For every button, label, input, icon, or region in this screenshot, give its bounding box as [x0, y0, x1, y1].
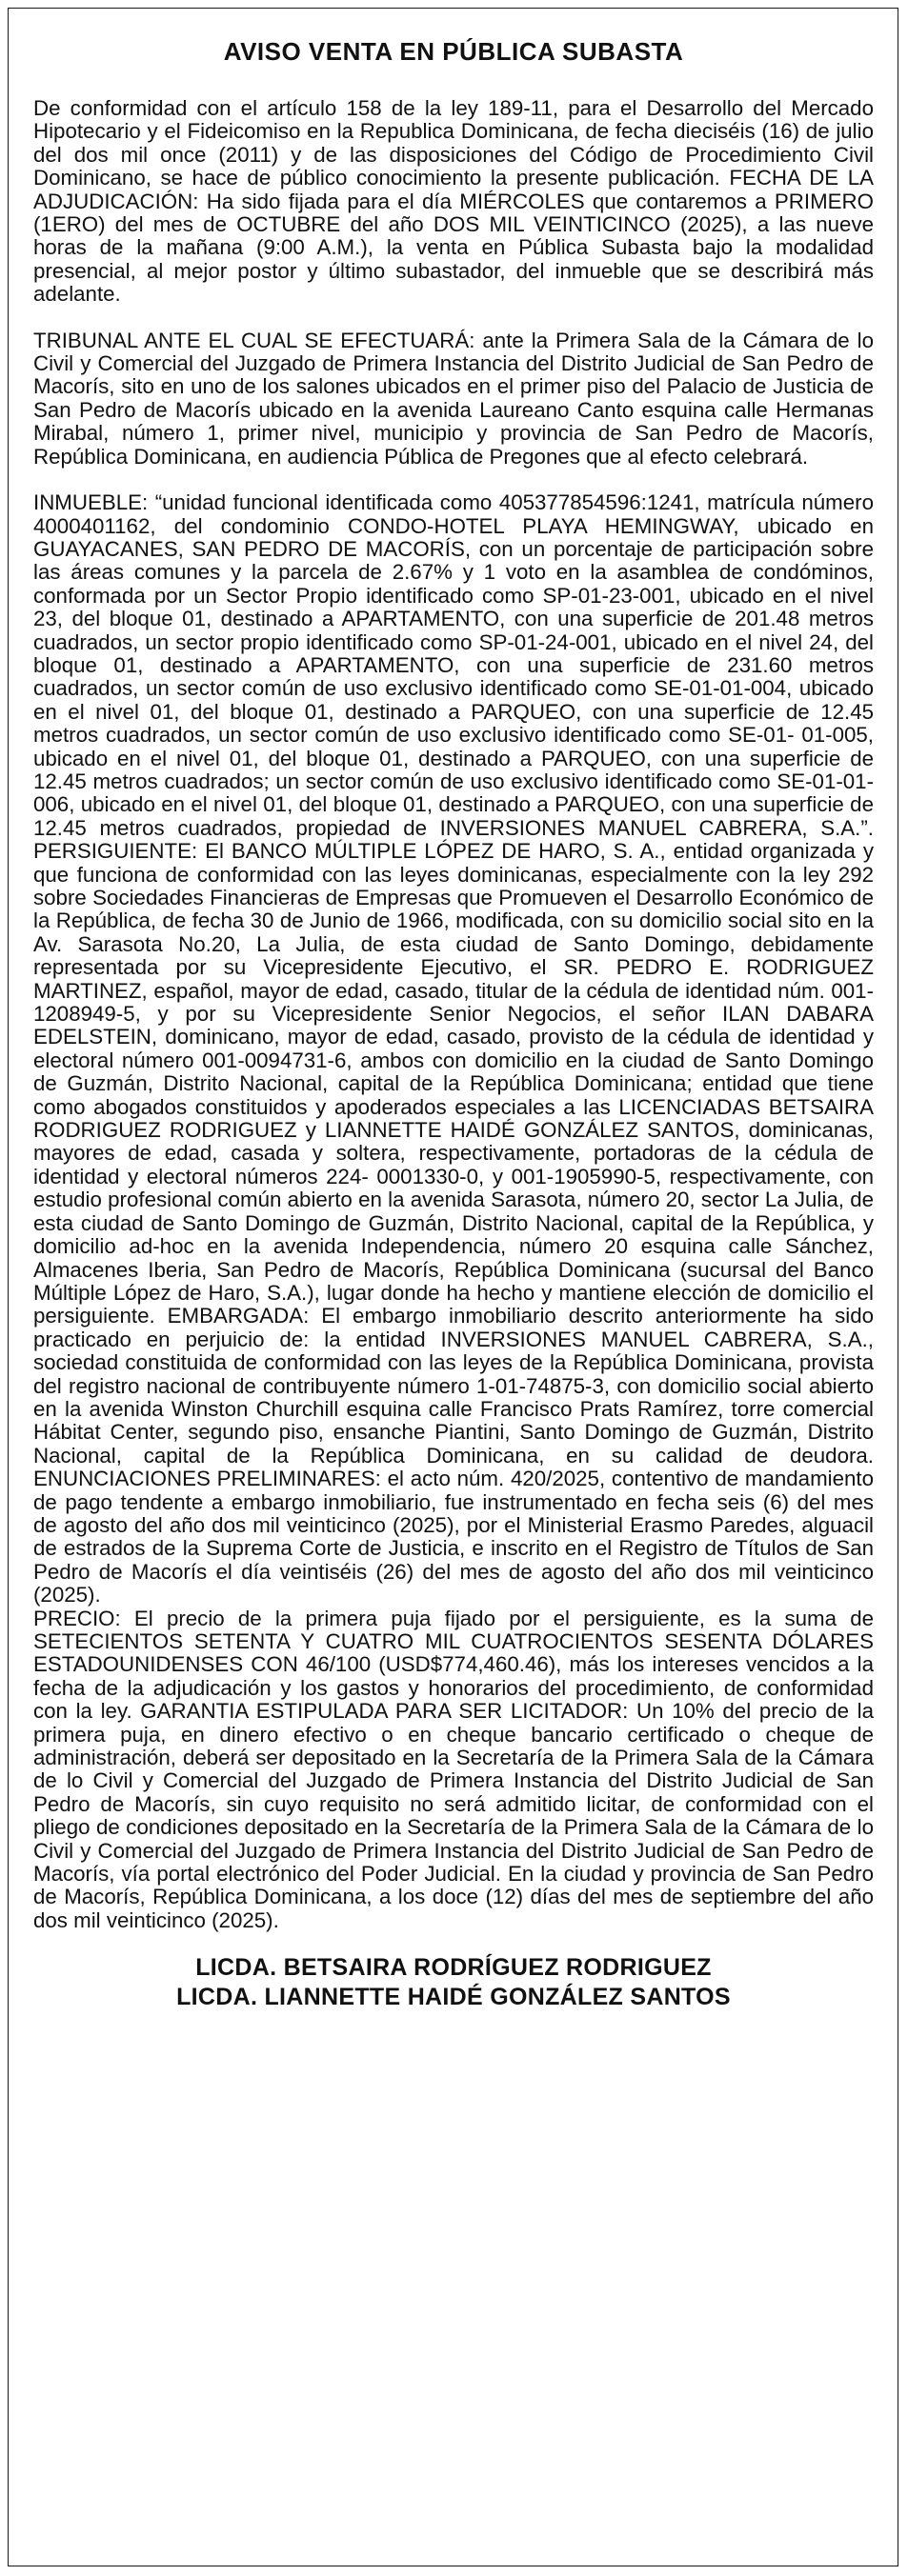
paragraph-adjudication-date: De conformidad con el artículo 158 de la ley 189-11, para el Desarrollo del Mercado Hipotecario y el Fideicomiso en la Republica Dominicana, de fecha dieciséis (16) de julio del dos mil once (2011) y de las disposiciones del Código de Procedimiento Civil Dominicano, se hace de público conocimiento la presente publicación. FECHA DE LA ADJUDICACIÓN: Ha sido fijada para el día MIÉRCOLES que contaremos a PRIMERO (1ERO) del mes de OCTUBRE del año DOS MIL VEINTICINCO (2025), a las nueve horas de la mañana (9:00 A.M.), la venta en Pública Subasta bajo la modalidad presencial, al mejor postor y último subastador, del inmueble que se describirá más adelante.	[33, 96, 874, 307]
paragraph-property-details: INMUEBLE: “unidad funcional identificada como 405377854596:1241, matrícula número 4000401162, del condominio CONDO-HOTEL PLAYA HEMINGWAY, ubicado en GUAYACANES, SAN PEDRO DE MACORÍS, con un porcentaje de participación sobre las áreas comunes y la parcela de 2.67% y 1 voto en la asamblea de condóminos, conformada por un Sector Propio identificado como SP-01-23-001, ubicado en el nivel 23, del bloque 01, destinado a APARTAMENTO, con una superficie de 201.48 metros cuadrados, un sector propio identificado como SP-01-24-001, ubicado en el nivel 24, del bloque 01, destinado a APARTAMENTO, con una superficie de 231.60 metros cuadrados, un sector común de uso exclusivo identificado como SE-01-01-004, ubicado en el nivel 01, del bloque 01, destinado a PARQUEO, con una superficie de 12.45 metros cuadrados, un sector común de uso exclusivo identificado como SE-01- 01-005, ubicado en el nivel 01, del bloque 01, destinado a PARQUEO, con una superficie de 12.45 metros cuadrados; un sector común de uso exclusivo identificado como SE-01-01-006, ubicado en el nivel 01, del bloque 01, destinado a PARQUEO, con una superficie de 12.45 metros cuadrados, propiedad de INVERSIONES MANUEL CABRERA, S.A.”. PERSIGUIENTE: El BANCO MÚLTIPLE LÓPEZ DE HARO, S. A., entidad organizada y que funciona de conformidad con las leyes dominicanas, especialmente con la ley 292 sobre Sociedades Financieras de Empresas que Promueven el Desarrollo Económico de la República, de fecha 30 de Junio de 1966, modificada, con su domicilio social sito en la Av. Sarasota No.20, La Julia, de esta ciudad de Santo Domingo, debidamente representada por su Vicepresidente Ejecutivo, el SR. PEDRO E. RODRIGUEZ MARTINEZ, español, mayor de edad, casado, titular de la cédula de identidad núm. 001-1208949-5, y por su Vicepresidente Senior Negocios, el señor ILAN DABARA EDELSTEIN, dominicano, mayor de edad, casado, provisto de la cédula de identidad y electoral número 001-0094731-6, ambos con domicilio en la ciudad de Santo Domingo de Guzmán, Distrito Nacional, capital de la República Dominicana; entidad que tiene como abogados constituidos y apoderados especiales a las LICENCIADAS BETSAIRA RODRIGUEZ RODRIGUEZ y LIANNETTE HAIDÉ GONZÁLEZ SANTOS, dominicanas, mayores de edad, casada y soltera, respectivamente, portadoras de la cédula de identidad y electoral números 224- 0001330-0, y 001-1905990-5, respectivamente, con estudio profesional común abierto en la avenida Sarasota, número 20, sector La Julia, de esta ciudad de Santo Domingo de Guzmán, Distrito Nacional, capital de la República, y domicilio ad-hoc en la avenida Independencia, número 20 esquina calle Sánchez, Almacenes Iberia, San Pedro de Macorís, República Dominicana (sucursal del Banco Múltiple López de Haro, S.A.), lugar donde ha hecho y mantiene elección de domicilio el persiguiente. EMBARGADA: El embargo inmobiliario descrito anteriormente ha sido practicado en perjuicio de: la entidad INVERSIONES MANUEL CABRERA, S.A., sociedad constituida de conformidad con las leyes de la República Dominicana, provista del registro nacional de contribuyente número 1-01-74875-3, con domicilio social abierto en la avenida Winston Churchill esquina calle Francisco Prats Ramírez, torre comercial Hábitat Center, segundo piso, ensanche Piantini, Santo Domingo de Guzmán, Distrito Nacional, capital de la República Dominicana, en su calidad de deudora. ENUNCIACIONES PRELIMINARES: el acto núm. 420/2025, contentivo de mandamiento de pago tendente a embargo inmobiliario, fue instrumentado en fecha seis (6) del mes de agosto del año dos mil veinticinco (2025), por el Ministerial Erasmo Paredes, alguacil de estrados de la Suprema Corte de Justicia, e inscrito en el Registro de Títulos de San Pedro de Macorís el día veintiséis (26) del mes de agosto del año dos mil veinticinco (2025).	[33, 490, 874, 1608]
paragraph-tribunal: TRIBUNAL ANTE EL CUAL SE EFECTUARÁ: ante la Primera Sala de la Cámara de lo Civil y Comercial del Juzgado de Primera Instancia del Distrito Judicial de San Pedro de Macorís, sito en uno de los salones ubicados en el primer piso del Palacio de Justicia de San Pedro de Macorís ubicado en la avenida Laureano Canto esquina calle Hermanas Mirabal, número 1, primer nivel, municipio y provincia de San Pedro de Macorís, República Dominicana, en audiencia Pública de Pregones que al efecto celebrará.	[33, 328, 874, 469]
notice-title: AVISO VENTA EN PÚBLICA SUBASTA	[223, 37, 684, 66]
paragraph-price-and-guarantee: PRECIO: El precio de la primera puja fijado por el persiguiente, es la suma de SETECIENTOS SETENTA Y CUATRO MIL CUATROCIENTOS SESENTA DÓLARES ESTADOUNIDENSES CON 46/100 (USD$774,460.46), más los intereses vencidos a la fecha de la adjudicación y los gastos y honorarios del procedimiento, de conformidad con la ley. GARANTIA ESTIPULADA PARA SER LICITADOR: Un 10% del precio de la primera puja, en dinero efectivo o en cheque bancario certificado o cheque de administración, deberá ser depositado en la Secretaría de la Primera Sala de la Cámara de lo Civil y Comercial del Juzgado de Primera Instancia del Distrito Judicial de San Pedro de Macorís, sin cuyo requisito no será admitido licitar, de conformidad con el pliego de condiciones depositado en la Secretaría de la Primera Sala de la Cámara de lo Civil y Comercial del Juzgado de Primera Instancia del Distrito Judicial de San Pedro de Macorís, vía portal electrónico del Poder Judicial. En la ciudad y provincia de San Pedro de Macorís, República Dominicana, a los doce (12) días del mes de septiembre del año dos mil veinticinco (2025).	[33, 1606, 874, 1932]
signature-block	[33, 1953, 874, 2012]
auction-notice	[8, 8, 898, 2566]
signature-line-1: LICDA. BETSAIRA RODRÍGUEZ RODRIGUEZ	[195, 1954, 712, 1982]
signature-line-2: LICDA. LIANNETTE HAIDÉ GONZÁLEZ SANTOS	[176, 1984, 731, 2011]
